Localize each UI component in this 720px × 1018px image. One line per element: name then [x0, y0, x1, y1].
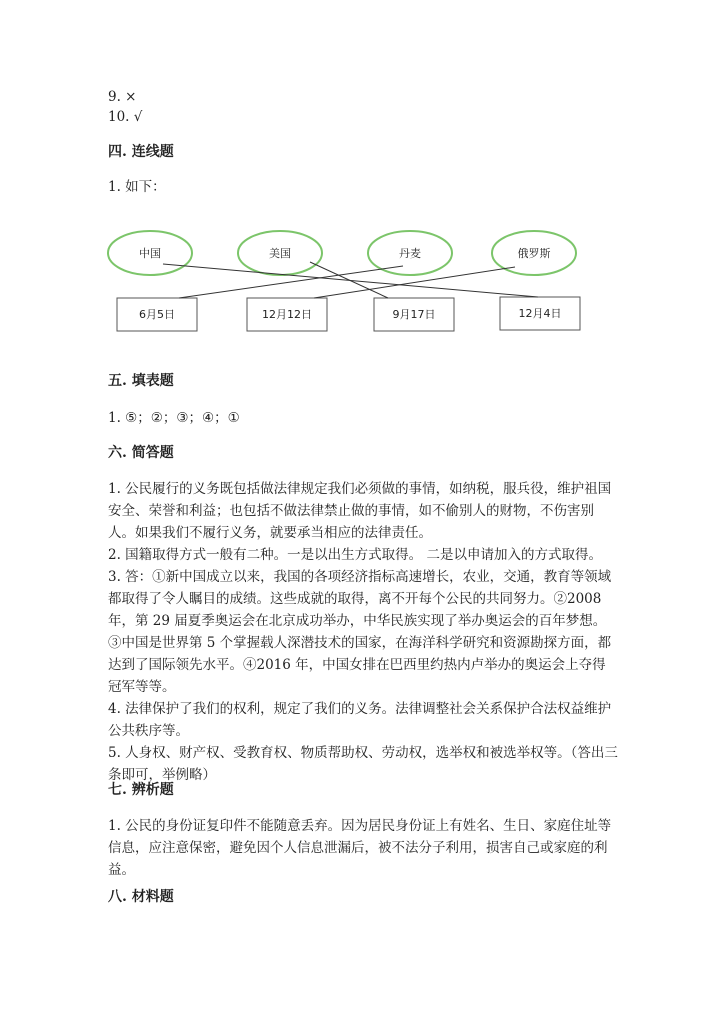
section-8-title: 八. 材料题 [108, 889, 174, 905]
short-answer-4: 4. 法律保护了我们的权利，规定了我们的义务。法律调整社会关系保护合法权益维护公共秩序等。 [108, 701, 612, 739]
country-label-china: 中国 [139, 247, 161, 260]
section-5-title: 五. 填表题 [108, 373, 174, 389]
date-label-1: 6月5日 [139, 308, 175, 321]
answer-9: 9. × [108, 89, 137, 105]
short-answer-3: 3. 答：①新中国成立以来，我国的各项经济指标高速增长，农业，交通，教育等领域都取得了令人瞩目的成绩。这些成就的取得，离不开每个公民的共同努力。②2008 年，第 29 届夏季奥运会在北京成功举办，中华民族实现了举办奥运会的百年梦想。③中国是世界第 5 个掌握载人深潜技术的国家，在海洋科学研究和资源勘探方面，都达到了国际领先水平。④2016 年，中国女排在巴西里约热内卢举办的奥运会上夺得冠军等等。 [108, 569, 612, 695]
section-4-title: 四. 连线题 [108, 144, 174, 160]
section-6-title: 六. 简答题 [108, 445, 174, 461]
short-answer-5: 5. 人身权、财产权、受教育权、物质帮助权、劳动权，选举权和被选举权等。（答出三条即可，举例略） [108, 745, 618, 783]
section-7-title: 七. 辨析题 [108, 782, 174, 798]
answer-10: 10. √ [108, 109, 143, 125]
section-5-answer: 1. ⑤；②；③；④；① [108, 410, 240, 426]
country-label-russia: 俄罗斯 [517, 247, 551, 260]
matching-diagram [0, 225, 720, 345]
country-label-usa: 美国 [269, 247, 291, 260]
date-label-2: 12月12日 [262, 308, 312, 321]
section-7-answer: 1. 公民的身份证复印件不能随意丢弃。因为居民身份证上有姓名、生日、家庭住址等信息，应注意保密，避免因个人信息泄漏后，被不法分子利用，损害自己或家庭的利益。 [108, 818, 612, 878]
country-label-denmark: 丹麦 [399, 247, 421, 260]
date-label-3: 9月17日 [392, 308, 436, 321]
short-answer-1: 1. 公民履行的义务既包括做法律规定我们必须做的事情，如纳税，服兵役，维护祖国安全、荣誉和利益；也包括不做法律禁止做的事情，如不偷别人的财物，不伤害别人。如果我们不履行义务，就要承当相应的法律责任。 [108, 481, 612, 541]
section-6-answers [108, 478, 618, 786]
short-answer-2: 2. 国籍取得方式一般有二种。一是以出生方式取得。 二是以申请加入的方式取得。 [108, 547, 602, 563]
section-4-intro: 1. 如下： [108, 179, 166, 195]
date-label-4: 12月4日 [518, 307, 562, 320]
